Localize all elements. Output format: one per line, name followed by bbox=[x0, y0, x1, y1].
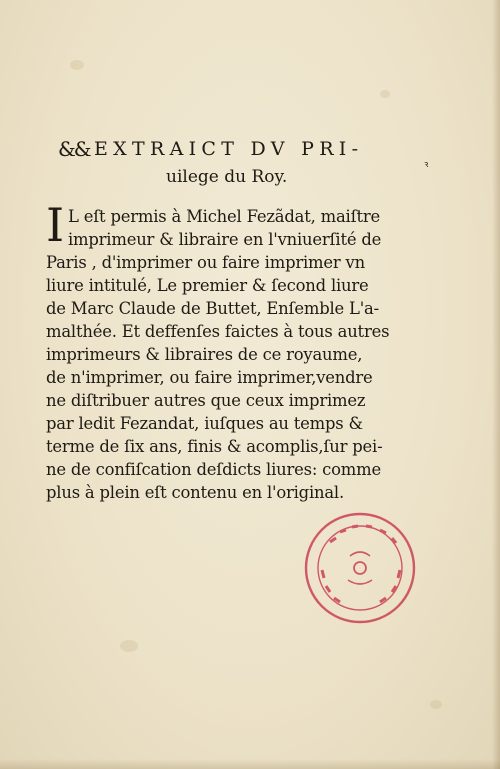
fleuron-ornament: && bbox=[58, 137, 90, 161]
stamp-inner-ornament bbox=[348, 552, 372, 584]
text-line: plus à plein eſt contenu en l'original. bbox=[46, 483, 344, 502]
library-stamp bbox=[300, 508, 420, 628]
stamp-center-mark bbox=[354, 562, 366, 574]
paper-spot bbox=[430, 700, 442, 709]
text-line: de Marc Claude de Buttet, Enſemble L'a- bbox=[46, 299, 379, 318]
text-line: ne diſtribuer autres que ceux imprimez bbox=[46, 391, 366, 410]
paper-spot bbox=[380, 90, 390, 98]
text-line: malthée. Et deffenſes faictes à tous autres bbox=[46, 322, 390, 341]
text-line: imprimeurs & libraires de ce royaume, bbox=[46, 345, 363, 364]
paper-spot bbox=[120, 640, 138, 652]
text-line: liure intitulé, Le premier & ſecond liure bbox=[46, 276, 369, 295]
text-line: terme de ſix ans, finis & acomplis,ſur pei- bbox=[46, 437, 383, 456]
text-line: ne de confiſcation deſdicts liures: comme bbox=[46, 460, 381, 479]
heading-title-line1: EXTRAICT DV PRI- bbox=[94, 138, 364, 160]
text-line: imprimeur & libraire en l'vniuerſité de bbox=[68, 230, 382, 249]
text-line: par ledit Fezandat, iuſques au temps & bbox=[46, 414, 363, 433]
text-line: Paris , d'imprimer ou faire imprimer vn bbox=[46, 253, 365, 272]
privilege-heading bbox=[58, 136, 438, 192]
heading-title-line2: uilege du Roy. bbox=[166, 167, 288, 187]
stamp-inner-ring bbox=[318, 526, 402, 610]
page-edge-shadow bbox=[492, 0, 500, 769]
page-bottom-shadow bbox=[0, 759, 500, 769]
catchmark: ꝛ bbox=[424, 160, 429, 170]
stamp-outer-ring bbox=[306, 514, 414, 622]
text-line: de n'imprimer, ou faire imprimer,vendre bbox=[46, 368, 373, 387]
paper-spot bbox=[70, 60, 84, 70]
text-line: L eſt permis à Michel Fezãdat, maiſtre bbox=[68, 207, 380, 226]
stamp-lettering-marks bbox=[322, 570, 340, 602]
drop-initial: I bbox=[46, 198, 65, 252]
